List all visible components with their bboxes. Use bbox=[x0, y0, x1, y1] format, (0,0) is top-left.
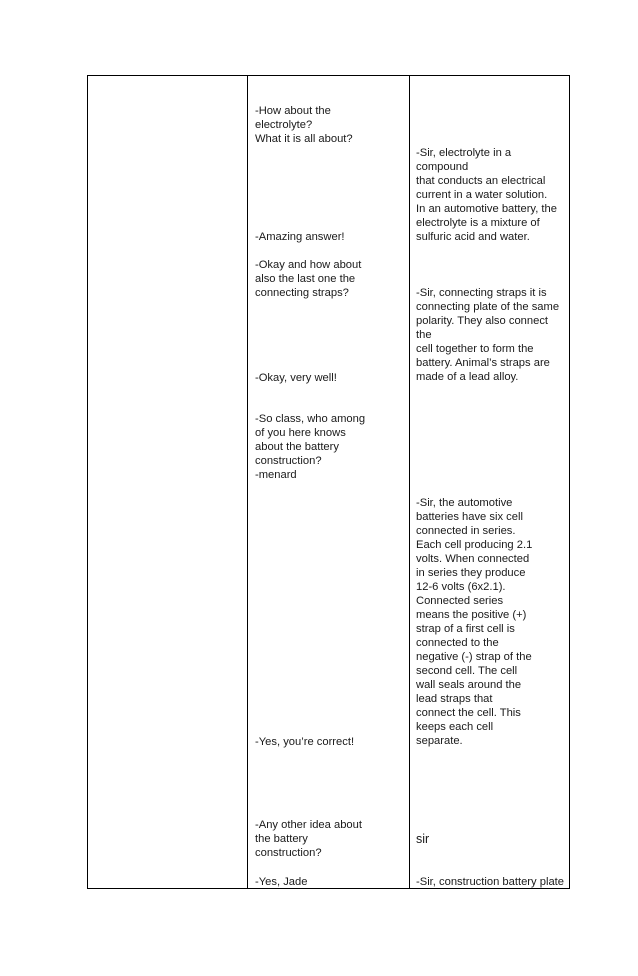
teacher-question-straps: -Okay and how about also the last one the connecting straps? bbox=[255, 259, 362, 299]
student-answer-construction: -Sir, the automotive batteries have six cell connected in series. Each cell producing 2.1 volts. When connected in series they produce 12-6 volts (6x2.1). Connected series means the positive (+) strap of a first cell is connected to the negative (-) strap of the second cell. The cell wall seals around the lead straps that connect the cell. This keeps each cell separate. bbox=[416, 497, 533, 747]
teacher-question-construction: -So class, who among of you here knows about the battery construction? -menard bbox=[255, 413, 366, 481]
teacher-remark-yes-jade: -Yes, Jade bbox=[255, 876, 308, 888]
teacher-remark-correct: -Yes, you’re correct! bbox=[255, 736, 355, 748]
student-answer-plate: -Sir, construction battery plate bbox=[416, 876, 564, 888]
teacher-question-electrolyte: -How about the electrolyte? What it is all about? bbox=[255, 105, 353, 145]
student-answer-sir: sir bbox=[416, 832, 430, 846]
student-answer-electrolyte: -Sir, electrolyte in a compound that conducts an electrical current in a water solution. In an automotive battery, the electrolyte is a mixture of sulfuric acid and water. bbox=[416, 147, 557, 243]
column-divider-1 bbox=[247, 76, 248, 888]
teacher-remark-very-well: -Okay, very well! bbox=[255, 372, 337, 384]
teacher-question-other: -Any other idea about the battery construction? bbox=[255, 819, 362, 859]
lesson-table bbox=[87, 75, 570, 889]
column-divider-2 bbox=[409, 76, 410, 888]
student-answer-straps: -Sir, connecting straps it is connecting plate of the same polarity. They also connect the cell together to form the battery. Animal’s straps are made of a lead alloy. bbox=[416, 287, 560, 383]
teacher-remark-amazing: -Amazing answer! bbox=[255, 231, 345, 243]
